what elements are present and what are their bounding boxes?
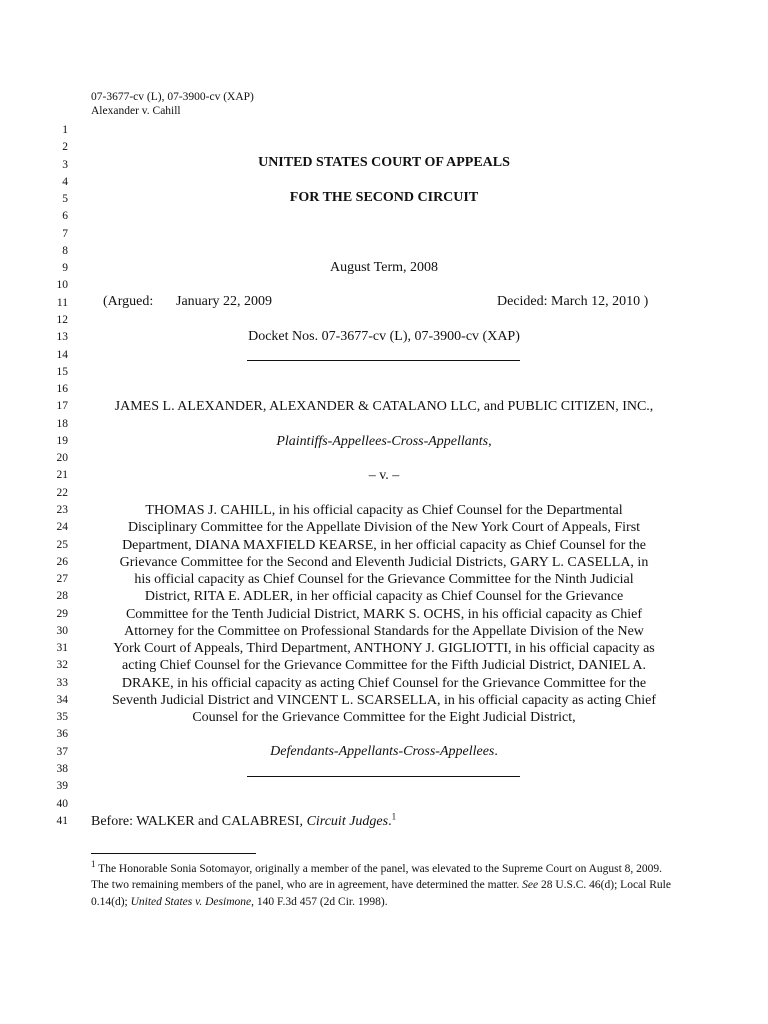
- line-number: 21: [56, 469, 68, 482]
- panel-judges: Before: WALKER and CALABRESI,: [91, 814, 304, 829]
- footnote-number: 1: [91, 859, 96, 870]
- caption-rule-top: [247, 360, 520, 361]
- line-number: 33: [56, 676, 68, 689]
- header-case-caption: Alexander v. Cahill: [91, 105, 181, 117]
- line-number: 39: [56, 780, 68, 793]
- docket-numbers: Docket Nos. 07-3677-cv (L), 07-3900-cv (XAP): [248, 329, 520, 344]
- line-number: 34: [56, 693, 68, 706]
- court-circuit: FOR THE SECOND CIRCUIT: [289, 190, 479, 205]
- line-number: 6: [62, 210, 68, 223]
- defendants-role-line: [90, 743, 678, 760]
- line-number: 23: [56, 503, 68, 516]
- running-header: [91, 90, 254, 118]
- line-number: 5: [62, 193, 68, 206]
- line-number: 40: [56, 797, 68, 810]
- line-number: 18: [56, 417, 68, 430]
- line-number: 30: [56, 624, 68, 637]
- line-number: 22: [56, 486, 68, 499]
- line-number: 10: [56, 279, 68, 292]
- defendants-role-punct: .: [494, 744, 498, 759]
- line-number: 38: [56, 763, 68, 775]
- line-number: 19: [56, 434, 68, 447]
- line-number: 16: [56, 383, 68, 396]
- defendants-role: Defendants-Appellants-Cross-Appellees: [270, 744, 495, 759]
- line-number: 4: [62, 175, 68, 188]
- defendants-line: his official capacity as Chief Counsel for the Grievance Committee for the Ninth Judicial: [134, 572, 634, 588]
- line-number: 37: [56, 745, 68, 758]
- defendants-line: Committee for the Tenth Judicial District, MARK S. OCHS, in his official capacity as Chief: [125, 606, 643, 622]
- line-number: 26: [56, 555, 68, 568]
- line-number: 20: [56, 452, 68, 465]
- defendants-line: District, RITA E. ADLER, in her official capacity as Chief Counsel for the Grievance: [144, 589, 624, 605]
- line-number: 25: [56, 538, 68, 551]
- header-docket-line: 07-3677-cv (L), 07-3900-cv (XAP): [91, 91, 254, 103]
- line-number: 2: [62, 141, 68, 154]
- defendants-line: Seventh Judicial District and VINCENT L. SCARSELLA, in his official capacity as acting Chief: [112, 693, 656, 708]
- defendants-line: DRAKE, in his official capacity as acting Chief Counsel for the Grievance Committee for the: [121, 675, 647, 691]
- line-number: 35: [56, 711, 68, 724]
- defendants-line: acting Chief Counsel for the Grievance Committee for the Fifth Judicial District, DANIEL A.: [122, 658, 646, 674]
- decided-date: Decided: March 12, 2010 ): [497, 294, 649, 309]
- plaintiffs-role-punct: ,: [488, 434, 492, 449]
- line-number: 24: [56, 521, 68, 534]
- defendants-line: THOMAS J. CAHILL, in his official capacity as Chief Counsel for the Departmental: [145, 503, 623, 518]
- line-number: 36: [56, 728, 68, 741]
- argued-date: January 22, 2009: [176, 294, 273, 309]
- caption-rule-bottom: [247, 776, 520, 777]
- line-number: 11: [56, 296, 68, 309]
- footnote: [91, 861, 681, 910]
- footnote-case-name: United States v. Desimone: [130, 895, 252, 908]
- line-number: 14: [56, 348, 68, 361]
- line-number: 3: [62, 158, 68, 171]
- panel-title: Circuit Judges: [306, 814, 389, 829]
- footnote-text-1: The Honorable Sonia Sotomayor, originally a member of the panel, was elevated to the Supreme Court on August 8, 2009. The two remaining members of the panel, who are in agreement, have determined the matter.: [91, 863, 663, 892]
- footnote-text-2: 28 U.S.C. 46(d); Local Rule 0.14(d);: [91, 879, 671, 908]
- line-number: 27: [56, 573, 68, 585]
- line-number: 32: [56, 659, 68, 672]
- footnote-see-signal: See: [522, 879, 539, 892]
- line-number: 17: [56, 400, 68, 413]
- defendants-line: Attorney for the Committee on Professional Standards for the Appellate Division of the New: [124, 623, 644, 639]
- defendants-line: Department, DIANA MAXFIELD KEARSE, in her official capacity as Chief Counsel for the: [122, 537, 646, 553]
- line-number: 31: [56, 642, 68, 655]
- line-number: 41: [56, 814, 68, 827]
- court-name: UNITED STATES COURT OF APPEALS: [258, 155, 510, 170]
- defendants-line: Counsel for the Grievance Committee for the Eight Judicial District,: [192, 710, 576, 726]
- argued-label: (Argued:: [103, 294, 154, 309]
- term: August Term, 2008: [329, 260, 439, 275]
- line-number: 9: [62, 262, 68, 275]
- line-number: 15: [56, 365, 68, 378]
- defendants-line: Grievance Committee for the Second and Eleventh Judicial Districts, GARY L. CASELLA, in: [119, 554, 649, 570]
- line-number: 12: [56, 314, 68, 326]
- panel-line: [91, 813, 396, 830]
- versus: – v. –: [368, 468, 400, 483]
- footnote-text-3: , 140 F.3d 457 (2d Cir. 1998).: [251, 895, 388, 908]
- plaintiffs-names: JAMES L. ALEXANDER, ALEXANDER & CATALANO LLC, and PUBLIC CITIZEN, INC.,: [114, 399, 654, 414]
- plaintiffs-role: Plaintiffs-Appellees-Cross-Appellants: [276, 434, 489, 449]
- line-number: 1: [62, 124, 68, 136]
- defendants-line: Disciplinary Committee for the Appellate Division of the New York Court of Appeals, First: [127, 520, 641, 536]
- panel-punct: .: [388, 814, 392, 829]
- line-number: 8: [62, 244, 68, 257]
- line-number: 28: [56, 590, 68, 603]
- footnote-reference: 1: [391, 811, 397, 822]
- footnote-separator: [91, 853, 256, 854]
- line-number: 13: [56, 331, 68, 344]
- line-number: 29: [56, 607, 68, 620]
- plaintiffs-role-line: [90, 433, 678, 450]
- defendants-line: York Court of Appeals, Third Department, ANTHONY J. GIGLIOTTI, in his official capacity as: [113, 641, 655, 657]
- line-number: 7: [62, 227, 68, 240]
